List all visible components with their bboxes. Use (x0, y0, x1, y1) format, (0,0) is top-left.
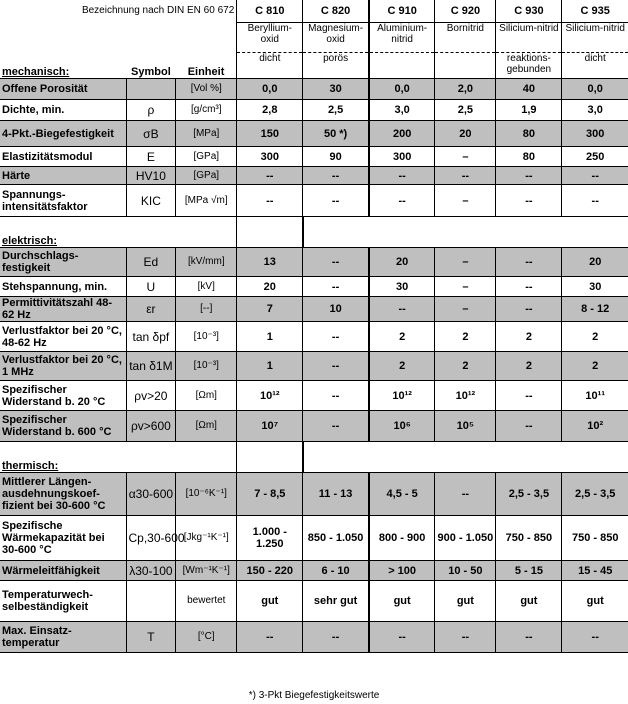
row-unit: [GPa] (176, 167, 237, 185)
row-value: – (435, 277, 496, 297)
table-row (0, 277, 628, 297)
row-value: 3,0 (369, 100, 435, 121)
table-row (0, 581, 628, 622)
row-value: 11 - 13 (303, 473, 369, 516)
table-row (0, 121, 628, 147)
section-spacer (562, 217, 628, 248)
row-value: 1.000 - 1.250 (237, 516, 303, 561)
row-value: -- (496, 248, 562, 277)
material-code: C 930 (496, 0, 562, 22)
table-row (0, 297, 628, 322)
row-symbol: Ed (126, 248, 176, 277)
row-value: 750 - 850 (562, 516, 628, 561)
row-unit: [10⁻³] (176, 322, 237, 352)
row-value: -- (369, 297, 435, 322)
row-value: 15 - 45 (562, 561, 628, 581)
row-value: 2,8 (237, 100, 303, 121)
row-value: 150 (237, 121, 303, 147)
row-value: 10¹² (237, 381, 303, 411)
row-symbol: λ30-100 (126, 561, 176, 581)
row-value: -- (496, 185, 562, 217)
row-symbol: Cp,30-600 (126, 516, 176, 561)
row-value: 20 (237, 277, 303, 297)
row-value: 250 (562, 147, 628, 167)
row-value: -- (369, 185, 435, 217)
row-value: 10⁵ (435, 411, 496, 442)
row-value: -- (303, 411, 369, 442)
row-value: 2 (435, 352, 496, 381)
row-label: Durchschlags-festigkeit (0, 248, 126, 277)
row-label: Stehspannung, min. (0, 277, 126, 297)
table-row (0, 79, 628, 100)
row-value: -- (369, 167, 435, 185)
section-spacer (303, 442, 369, 473)
row-value: 10 (303, 297, 369, 322)
section-spacer (176, 217, 237, 248)
row-value: gut (435, 581, 496, 622)
row-value: 20 (435, 121, 496, 147)
row-value: 300 (562, 121, 628, 147)
row-value: -- (303, 381, 369, 411)
row-unit: [°C] (176, 622, 237, 653)
table-row (0, 381, 628, 411)
row-value: 10² (562, 411, 628, 442)
row-unit: [10⁻³] (176, 352, 237, 381)
row-value: 2 (369, 352, 435, 381)
material-code: C 820 (303, 0, 369, 22)
row-value: gut (369, 581, 435, 622)
row-value: sehr gut (303, 581, 369, 622)
row-label: Offene Porosität (0, 79, 126, 100)
row-value: -- (435, 473, 496, 516)
row-value: -- (496, 277, 562, 297)
symbol-header: Symbol (131, 66, 171, 78)
row-label: 4-Pkt.-Biegefestigkeit (0, 121, 126, 147)
row-value: -- (562, 622, 628, 653)
row-value: 30 (303, 79, 369, 100)
material-code: C 810 (237, 0, 303, 22)
row-label: Spezifische Wärmekapazität bei 30-600 °C (0, 516, 126, 561)
row-symbol: HV10 (126, 167, 176, 185)
row-value: 2 (562, 352, 628, 381)
table-row (0, 185, 628, 217)
material-variant (369, 52, 435, 79)
material-code: C 935 (562, 0, 628, 22)
section-spacer (435, 442, 496, 473)
row-unit: [MPa √m] (176, 185, 237, 217)
row-value: 10¹¹ (562, 381, 628, 411)
section-spacer (435, 217, 496, 248)
row-unit: [Jkg⁻¹K⁻¹] (176, 516, 237, 561)
row-value: 2,5 - 3,5 (562, 473, 628, 516)
row-value: 10⁶ (369, 411, 435, 442)
row-value: gut (237, 581, 303, 622)
row-value: 0,0 (369, 79, 435, 100)
table-row (0, 167, 628, 185)
row-symbol: σB (126, 121, 176, 147)
header-row-variants (0, 52, 628, 79)
row-value: -- (303, 322, 369, 352)
row-value: 13 (237, 248, 303, 277)
material-name: Silicium-nitrid (562, 22, 628, 52)
row-value: -- (369, 622, 435, 653)
row-symbol: εr (126, 297, 176, 322)
row-unit: [MPa] (176, 121, 237, 147)
row-label: Spannungs-intensitätsfaktor (0, 185, 126, 217)
row-value: gut (496, 581, 562, 622)
row-symbol: ρv>600 (126, 411, 176, 442)
row-symbol: E (126, 147, 176, 167)
material-variant: porös (303, 52, 369, 79)
row-value: 3,0 (562, 100, 628, 121)
table-row (0, 322, 628, 352)
row-value: 30 (369, 277, 435, 297)
row-symbol: KIC (126, 185, 176, 217)
row-unit: [Ωm] (176, 381, 237, 411)
row-value: 8 - 12 (562, 297, 628, 322)
row-value: -- (496, 297, 562, 322)
row-value: -- (303, 185, 369, 217)
row-value: 2 (562, 322, 628, 352)
section-spacer (369, 442, 435, 473)
row-value: 1 (237, 322, 303, 352)
row-value: 90 (303, 147, 369, 167)
unit-header: Einheit (176, 52, 237, 79)
row-value: 7 (237, 297, 303, 322)
material-name: Bornitrid (435, 22, 496, 52)
row-value: – (435, 147, 496, 167)
row-value: 0,0 (562, 79, 628, 100)
row-value: > 100 (369, 561, 435, 581)
section-title-thermal: thermisch: (2, 460, 59, 472)
row-unit: bewertet (176, 581, 237, 622)
row-value: 900 - 1.050 (435, 516, 496, 561)
material-code: C 910 (369, 0, 435, 22)
row-value: 150 - 220 (237, 561, 303, 581)
row-value: 1,9 (496, 100, 562, 121)
row-value: -- (237, 622, 303, 653)
row-value: 850 - 1.050 (303, 516, 369, 561)
row-label: Härte (0, 167, 126, 185)
row-unit: [10⁻⁶K⁻¹] (176, 473, 237, 516)
row-symbol: α30-600 (126, 473, 176, 516)
section-spacer (303, 217, 369, 248)
row-value: 10⁷ (237, 411, 303, 442)
section-spacer (562, 442, 628, 473)
row-value: 2 (369, 322, 435, 352)
material-name: Magnesium-oxid (303, 22, 369, 52)
row-value: -- (237, 185, 303, 217)
row-label: Dichte, min. (0, 100, 126, 121)
row-value: 40 (496, 79, 562, 100)
row-value: 300 (237, 147, 303, 167)
row-label: Spezifischer Widerstand b. 600 °C (0, 411, 126, 442)
section-spacer (176, 442, 237, 473)
row-unit: [kV] (176, 277, 237, 297)
row-value: -- (237, 167, 303, 185)
row-label: Verlustfaktor bei 20 °C, 1 MHz (0, 352, 126, 381)
row-value: 80 (496, 147, 562, 167)
table-caption: Bezeichnung nach DIN EN 60 672 (0, 0, 237, 22)
row-value: 2 (496, 352, 562, 381)
row-symbol (126, 581, 176, 622)
row-value: -- (303, 352, 369, 381)
row-unit: [--] (176, 297, 237, 322)
table-row (0, 473, 628, 516)
row-value: 4,5 - 5 (369, 473, 435, 516)
row-value: 2,5 (435, 100, 496, 121)
row-value: 200 (369, 121, 435, 147)
material-variant: dicht (237, 52, 303, 79)
row-value: 0,0 (237, 79, 303, 100)
row-value: 20 (562, 248, 628, 277)
row-value: gut (562, 581, 628, 622)
section-spacer (126, 217, 176, 248)
row-unit: [Wm⁻¹K⁻¹] (176, 561, 237, 581)
table-row (0, 561, 628, 581)
row-value: 80 (496, 121, 562, 147)
row-label: Temperaturwech-selbeständigkeit (0, 581, 126, 622)
row-unit: [Ωm] (176, 411, 237, 442)
section-spacer (237, 442, 303, 473)
row-value: 2 (496, 322, 562, 352)
table-row (0, 248, 628, 277)
row-value: 7 - 8,5 (237, 473, 303, 516)
row-value: – (435, 185, 496, 217)
row-unit: [kV/mm] (176, 248, 237, 277)
table-row (0, 100, 628, 121)
row-label: Verlustfaktor bei 20 °C, 48-62 Hz (0, 322, 126, 352)
table-row (0, 147, 628, 167)
material-name: Silicium-nitrid (496, 22, 562, 52)
table-row (0, 352, 628, 381)
row-value: -- (562, 167, 628, 185)
row-value: 30 (562, 277, 628, 297)
row-value: 6 - 10 (303, 561, 369, 581)
row-value: -- (496, 167, 562, 185)
row-symbol: U (126, 277, 176, 297)
table-row (0, 411, 628, 442)
row-unit: [Vol %] (176, 79, 237, 100)
row-symbol: tan δpf (126, 322, 176, 352)
material-variant (435, 52, 496, 79)
row-value: -- (435, 622, 496, 653)
row-value: -- (303, 622, 369, 653)
material-name: Aluminium-nitrid (369, 22, 435, 52)
row-label: Mittlerer Längen-ausdehnungskoef-fizient bei 30-600 °C (0, 473, 126, 516)
row-value: 10¹² (369, 381, 435, 411)
row-value: -- (496, 622, 562, 653)
row-value: 50 *) (303, 121, 369, 147)
section-spacer (496, 217, 562, 248)
row-value: -- (496, 411, 562, 442)
row-value: 800 - 900 (369, 516, 435, 561)
row-label: Max. Einsatz-temperatur (0, 622, 126, 653)
row-label: Spezifischer Widerstand b. 20 °C (0, 381, 126, 411)
row-value: 2,0 (435, 79, 496, 100)
header-spacer (0, 22, 237, 52)
section-row (0, 217, 628, 248)
row-label: Elastizitätsmodul (0, 147, 126, 167)
row-value: – (435, 297, 496, 322)
footnote: *) 3-Pkt Biegefestigkeitswerte (248, 690, 380, 701)
row-unit: [g/cm³] (176, 100, 237, 121)
row-value: 2,5 - 3,5 (496, 473, 562, 516)
section-spacer (237, 217, 303, 248)
row-value: 10¹² (435, 381, 496, 411)
row-value: 2,5 (303, 100, 369, 121)
row-label: Permittivitätszahl 48-62 Hz (0, 297, 126, 322)
row-value: -- (303, 248, 369, 277)
row-label: Wärmeleitfähigkeit (0, 561, 126, 581)
row-value: -- (435, 167, 496, 185)
section-spacer (369, 217, 435, 248)
material-name: Beryllium-oxid (237, 22, 303, 52)
material-variant: dicht (562, 52, 628, 79)
row-symbol: tan δ1M (126, 352, 176, 381)
row-value: -- (303, 277, 369, 297)
row-value: -- (562, 185, 628, 217)
section-title-electrical: elektrisch: (2, 235, 58, 247)
row-symbol: ρ (126, 100, 176, 121)
row-value: 1 (237, 352, 303, 381)
row-value: – (435, 248, 496, 277)
section-title-mechanical: mechanisch: (2, 66, 70, 78)
row-value: 750 - 850 (496, 516, 562, 561)
row-symbol: ρv>20 (126, 381, 176, 411)
row-value: -- (496, 381, 562, 411)
row-symbol (126, 79, 176, 100)
row-unit: [GPa] (176, 147, 237, 167)
header-row-codes (0, 0, 628, 22)
row-symbol: T (126, 622, 176, 653)
row-value: 20 (369, 248, 435, 277)
header-row-materials (0, 22, 628, 52)
row-value: 300 (369, 147, 435, 167)
section-spacer (126, 442, 176, 473)
section-spacer (496, 442, 562, 473)
row-value: 10 - 50 (435, 561, 496, 581)
row-value: -- (303, 167, 369, 185)
table-row (0, 622, 628, 653)
material-variant: reaktions-gebunden (496, 52, 562, 79)
material-code: C 920 (435, 0, 496, 22)
section-row (0, 442, 628, 473)
table-row (0, 516, 628, 561)
row-value: 2 (435, 322, 496, 352)
row-value: 5 - 15 (496, 561, 562, 581)
